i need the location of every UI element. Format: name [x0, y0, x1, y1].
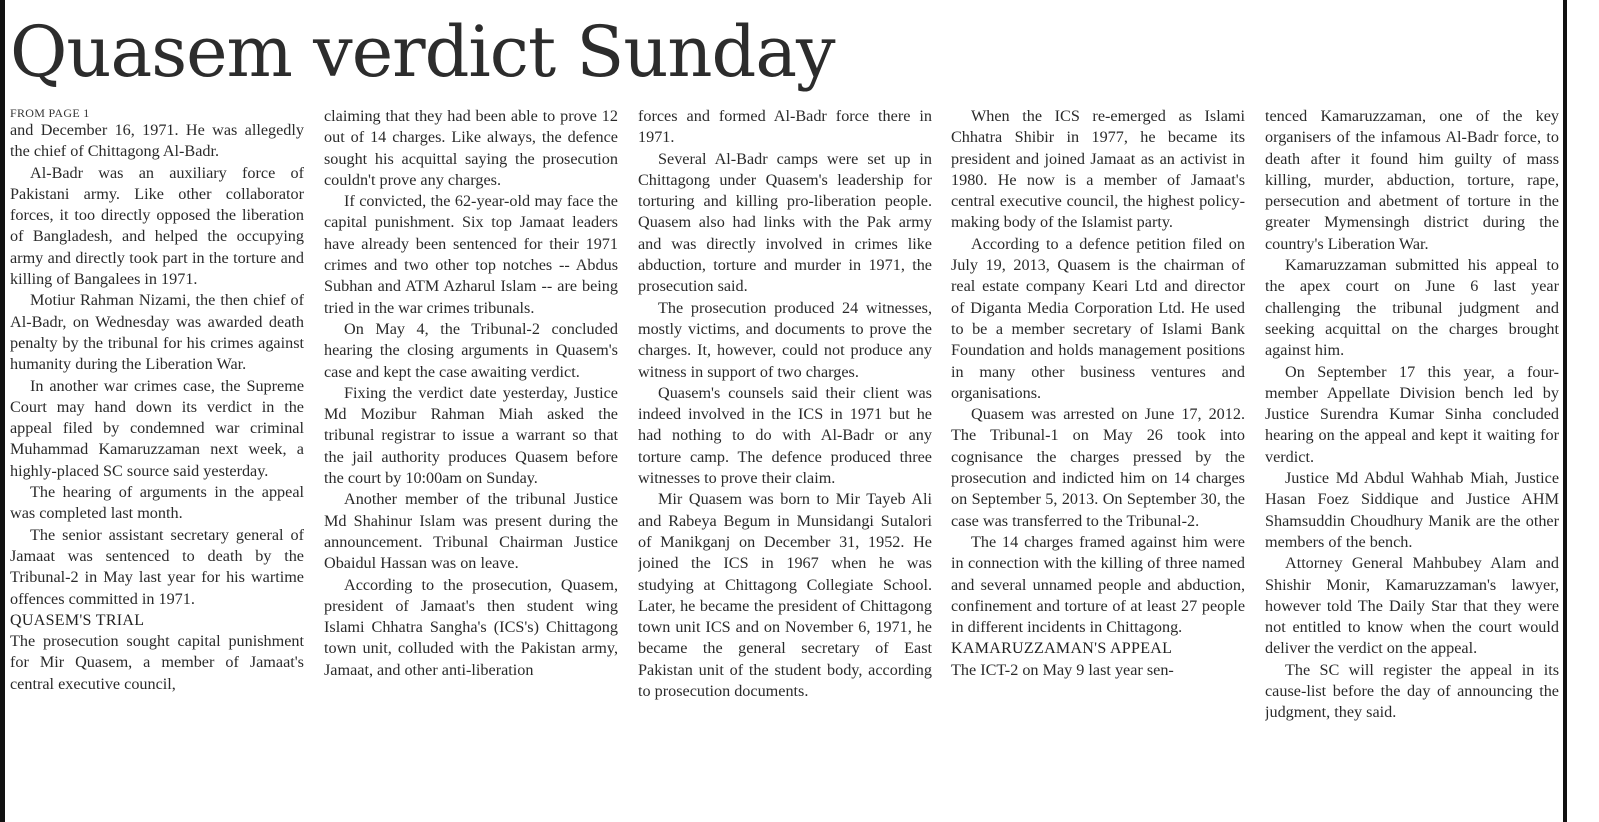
- column-1: [10, 106, 304, 822]
- column-5: [1265, 106, 1559, 822]
- paragraph: Quasem's counsels said their client was indeed involved in the ICS in 1971 but he had nothing to do with Al-Badr or any torture camp. The defence produced three witnesses to prove their claim.: [638, 383, 932, 488]
- paragraph: Quasem was arrested on June 17, 2012. The Tribunal-1 on May 26 took into cognisance the charges pressed by the prosecution and indicted him on 14 charges on September 5, 2013. On September 30, the case was transferred to the Tribunal-2.: [951, 405, 1245, 530]
- paragraph: On May 4, the Tribunal-2 concluded hearing the closing arguments in Quasem's case and kept the case awaiting verdict.: [324, 319, 618, 381]
- paragraph: The ICT-2 on May 9 last year sen-: [951, 660, 1174, 679]
- paragraph: forces and formed Al-Badr force there in 1971.: [638, 107, 932, 147]
- continued-from-label: FROM PAGE 1: [10, 106, 90, 120]
- paragraph: Another member of the tribunal Justice Md Shahinur Islam was present during the announcement. Tribunal Chairman Justice Obaidul Hassan was on leave.: [324, 490, 618, 573]
- column-4: [951, 106, 1245, 822]
- paragraph: Mir Quasem was born to Mir Tayeb Ali and Rabeya Begum in Munsidangi Sutalori of Manikganj on December 31, 1952. He joined the ICS in 1967 when he was studying at Chittagong Collegiate School. Later, he became the president of Chittagong town unit ICS and on November 6, 1971, he became the general secretary of East Pakistan unit of the student body, according to prosecution documents.: [638, 490, 932, 701]
- paragraph: Motiur Rahman Nizami, the then chief of Al-Badr, on Wednesday was awarded death penalty by the tribunal for his crimes against humanity during the Liberation War.: [10, 291, 304, 374]
- paragraph: The hearing of arguments in the appeal was completed last month.: [10, 483, 304, 523]
- paragraph: The senior assistant secretary general of Jamaat was sentenced to death by the Tribunal-2 in May last year for his wartime offences committed in 1971.: [10, 525, 304, 608]
- column-3: [638, 106, 932, 822]
- paragraph: The prosecution produced 24 witnesses, mostly victims, and documents to prove the charges. It, however, could not produce any witness in support of two charges.: [638, 298, 932, 381]
- paragraph: and December 16, 1971. He was allegedly the chief of Chittagong Al-Badr.: [10, 121, 304, 161]
- paragraph: Attorney General Mahbubey Alam and Shishir Monir, Kamaruzzaman's lawyer, however told The Daily Star that they were not entitled to know when the court would deliver the verdict on the appeal.: [1265, 554, 1559, 658]
- paragraph: According to a defence petition filed on July 19, 2013, Quasem is the chairman of real estate company Keari Ltd and director of Diganta Media Corporation Ltd. He used to be a member secretary of Islami Bank Foundation and holds management positions in many other business ventures and organisations.: [951, 234, 1245, 402]
- column-2: [324, 106, 618, 822]
- paragraph: If convicted, the 62-year-old may face the capital punishment. Six top Jamaat leaders have already been sentenced for their 1971 crimes and two other top notches -- Abdus Subhan and ATM Azharul Islam -- are being tried in the war crimes tribunals.: [324, 192, 618, 317]
- paragraph: The prosecution sought capital punishment for Mir Quasem, a member of Jamaat's central executive council,: [10, 632, 304, 693]
- paragraph: Justice Md Abdul Wahhab Miah, Justice Hasan Foez Siddique and Justice AHM Shamsuddin Choudhury Manik are the other members of the bench.: [1265, 469, 1559, 551]
- paragraph: tenced Kamaruzzaman, one of the key organisers of the infamous Al-Badr force, to death after it found him guilty of mass killing, murder, abduction, torture, rape, persecution and abetment of torture in the greater Mymensingh district during the country's Liberation War.: [1265, 107, 1559, 253]
- paragraph: Fixing the verdict date yesterday, Justice Md Mozibur Rahman Miah asked the tribunal registrar to issue a warrant so that the jail authority produces Quasem before the court by 10:00am on Sunday.: [324, 383, 618, 488]
- paragraph: The SC will register the appeal in its cause-list before the day of announcing the judgment, they said.: [1265, 660, 1559, 722]
- paragraph: When the ICS re-emerged as Islami Chhatra Shibir in 1977, he became its president and joined Jamaat as an activist in 1980. He now is a member of Jamaat's central executive council, the highest policy-making body of the Islamist party.: [951, 107, 1245, 232]
- paragraph: claiming that they had been able to prove 12 out of 14 charges. Like always, the defence sought his acquittal saying the prosecution couldn't prove any charges.: [324, 107, 618, 189]
- paragraph: The 14 charges framed against him were in connection with the killing of three named and several unnamed people and abduction, confinement and torture of at least 27 people in different incidents in Chittagong.: [951, 532, 1245, 637]
- headline: Quasem verdict Sunday: [10, 11, 835, 93]
- paragraph: Al-Badr was an auxiliary force of Pakistani army. Like other collaborator forces, it too directly opposed the liberation of Bangladesh, and helped the occupying army and directly took part in the torture and killing of Bangalees in 1971.: [10, 163, 304, 289]
- subheading: KAMARUZZAMAN'S APPEAL: [951, 640, 1173, 658]
- paragraph: Kamaruzzaman submitted his appeal to the apex court on June 6 last year challenging the tribunal judgment and seeking acquittal on the charges brought against him.: [1265, 256, 1559, 360]
- paragraph: On September 17 this year, a four-member Appellate Division bench led by Justice Surendra Kumar Sinha concluded hearing on the appeal and kept it waiting for verdict.: [1265, 362, 1559, 466]
- subheading: QUASEM'S TRIAL: [10, 611, 145, 629]
- paragraph: Several Al-Badr camps were set up in Chittagong under Quasem's leadership for torturing and killing pro-liberation people. Quasem also had links with the Pak army and was directly involved in crimes like abduction, torture and murder in 1971, the prosecution said.: [638, 149, 932, 296]
- paragraph: According to the prosecution, Quasem, president of Jamaat's then student wing Islami Chhatra Sangha's (ICS's) Chittagong town unit, colluded with the Pakistan army, Jamaat, and other anti-liberation: [324, 575, 618, 679]
- paragraph: In another war crimes case, the Supreme Court may hand down its verdict in the appeal filed by condemned war criminal Muhammad Kamaruzzaman next week, a highly-placed SC source said yesterday.: [10, 376, 304, 480]
